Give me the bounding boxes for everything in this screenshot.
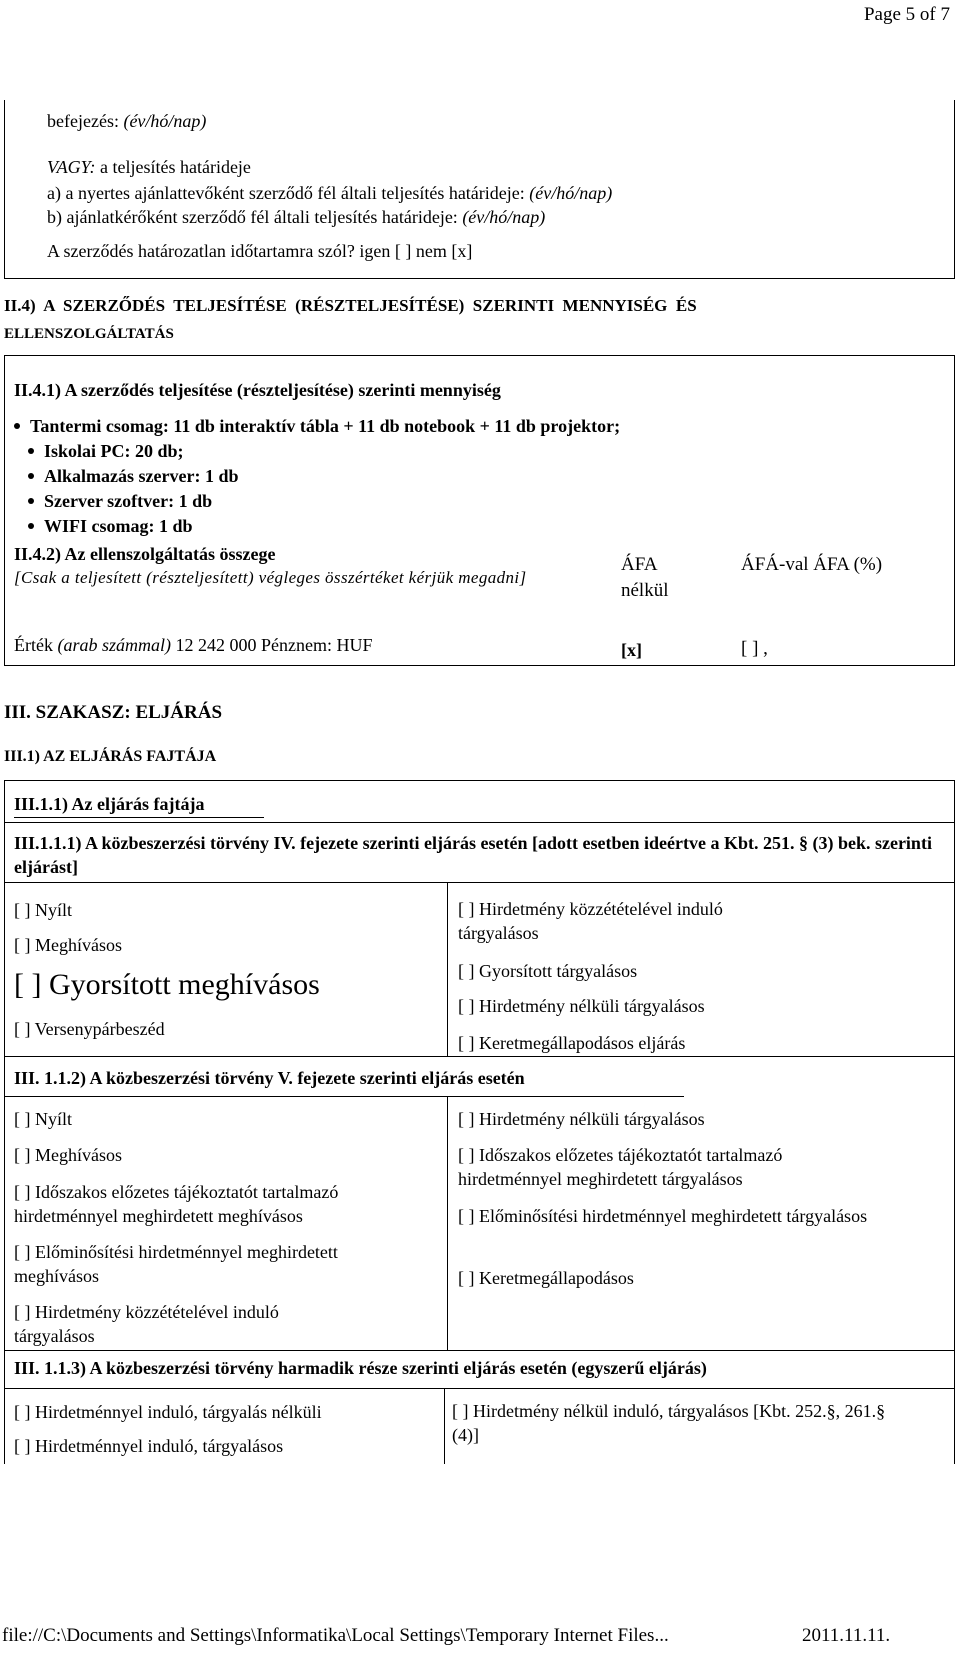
bullet-icon: [28, 498, 34, 504]
list-item: WIFI csomag: 1 db: [14, 514, 620, 539]
bullet-icon: [28, 448, 34, 454]
iii111-top-rule: [4, 822, 955, 823]
section-ii4-heading: II.4) A SZERZŐDÉS TELJESÍTÉSE (RÉSZTELJESÍTÉSE) SZERINTI MENNYISÉG ÉS ELLENSZOLGÁLTATÁS: [4, 296, 697, 342]
option-item: [ ] Hirdetmény nélkül induló, tárgyalásos [Kbt. 252.§, 261.§ (4)]: [452, 1401, 886, 1445]
deadline-a: a) a nyertes ajánlattevőként szerződő fél általi teljesítés határideje: (év/hó/nap): [47, 183, 613, 203]
option-item: [ ] Hirdetmény nélküli tárgyalásos: [458, 1109, 705, 1129]
ii4-box-bottom: [4, 665, 955, 666]
footer-path: file://C:\Documents and Settings\Informatika\Local Settings\Temporary Internet Files...: [2, 1625, 669, 1646]
ii41-title: II.4.1) A szerződés teljesítése (részteljesítése) szerinti mennyiség: [14, 380, 501, 400]
footer-date: 2011.11.11.: [802, 1625, 891, 1646]
option-item: [ ] Versenypárbeszéd: [14, 1019, 165, 1039]
option-item: [ ] Meghívásos: [14, 1145, 122, 1165]
col-afa-val: ÁFÁ-val ÁFA (%): [741, 554, 883, 575]
option-item: [ ] Keretmegállapodásos eljárás: [458, 1033, 686, 1053]
option-item: [ ] Időszakos előzetes tájékoztatót tartalmazó hirdetménnyel meghirdetett meghívásos: [14, 1182, 339, 1226]
col-afa-nelkul: ÁFA nélkül: [621, 554, 669, 601]
option-item: [ ] Hirdetménnyel induló, tárgyalás nélküli: [14, 1402, 322, 1422]
option-item: [ ] Hirdetmény közzétételével induló tárgyalásos: [14, 1302, 279, 1346]
top-box-right-border: [954, 100, 955, 278]
option-item: [ ] Időszakos előzetes tájékoztatót tartalmazó hirdetménnyel meghirdetett tárgyalásos: [458, 1145, 783, 1189]
iii113-title: III. 1.1.3) A közbeszerzési törvény harmadik része szerinti eljárás esetén (egyszerű eljárás): [14, 1358, 707, 1378]
option-item: [ ] Nyílt: [14, 900, 72, 920]
option-item: [ ] Előminősítési hirdetménnyel meghirdetett tárgyalásos: [458, 1206, 868, 1226]
iii-box-top: [4, 780, 955, 781]
ii4-box-top: [4, 355, 955, 356]
indefinite-question: A szerződés határozatlan időtartamra szól? igen [ ] nem [x]: [47, 241, 473, 261]
option-item: [ ] Hirdetménnyel induló, tárgyalásos: [14, 1436, 284, 1456]
option-item: [ ] Gyorsított meghívásos: [14, 968, 320, 1001]
completion-date: befejezés: (év/hó/nap): [47, 111, 207, 131]
mark-afa-nelkul: [x]: [621, 640, 642, 660]
top-box-bottom-border: [4, 278, 955, 279]
list-item: Alkalmazás szerver: 1 db: [14, 464, 620, 489]
iv-column-divider: [447, 882, 448, 1056]
option-item: [ ] Gyorsított tárgyalásos: [458, 961, 638, 981]
iii113-top-rule: [4, 1350, 955, 1351]
ii4-box-left: [4, 355, 5, 666]
iii111-bottom-rule: [4, 882, 955, 883]
iii112-bottom-rule: [4, 1096, 684, 1097]
mark-afa-val: [ ] ,: [741, 638, 768, 659]
iii112-top-rule: [4, 1056, 955, 1057]
option-item: [ ] Nyílt: [14, 1109, 72, 1129]
list-item: Tantermi csomag: 11 db interaktív tábla + 11 db notebook + 11 db projektor;: [14, 414, 620, 439]
iii112-title: III. 1.1.2) A közbeszerzési törvény V. fejezete szerinti eljárás esetén: [14, 1068, 525, 1088]
v-column-divider: [447, 1096, 448, 1350]
option-item: [ ] Hirdetmény nélküli tárgyalásos: [458, 996, 705, 1016]
iii11-title: III.1.1) Az eljárás fajtája: [14, 794, 264, 818]
iii111-title: III.1.1.1) A közbeszerzési törvény IV. fejezete szerinti eljárás esetén [adott esetben ideértve a Kbt. 251. § (3) bek. szerinti eljárást]: [14, 833, 932, 877]
quantity-list: [14, 414, 620, 539]
h-column-divider: [444, 1388, 445, 1464]
iii113-bottom-rule: [4, 1388, 955, 1389]
value-line: Érték (arab számmal) 12 242 000 Pénznem: HUF: [14, 635, 373, 655]
option-item: [ ] Hirdetmény közzétételével induló tárgyalásos: [458, 899, 723, 943]
bullet-icon: [28, 473, 34, 479]
list-item: Szerver szoftver: 1 db: [14, 489, 620, 514]
ii42-note: [Csak a teljesített (részteljesített) végleges összértéket kérjük megadni]: [14, 568, 527, 587]
ii4-box-right: [954, 355, 955, 666]
deadline-b: b) ajánlatkérőként szerződő fél általi teljesítés határideje: (év/hó/nap): [47, 207, 546, 227]
option-item: [ ] Keretmegállapodásos: [458, 1268, 634, 1288]
list-item: Iskolai PC: 20 db;: [14, 439, 620, 464]
vagy-line: VAGY: a teljesítés határideje: [47, 157, 251, 177]
bullet-icon: [28, 523, 34, 529]
page-number: Page 5 of 7: [863, 4, 950, 25]
ii42-title: II.4.2) Az ellenszolgáltatás összege: [14, 544, 276, 564]
bullet-icon: [14, 423, 20, 429]
top-box-left-border: [4, 100, 5, 278]
option-item: [ ] Meghívásos: [14, 935, 122, 955]
option-item: [ ] Előminősítési hirdetménnyel meghirdetett meghívásos: [14, 1242, 338, 1286]
section-iii-title: III. SZAKASZ: ELJÁRÁS: [4, 702, 223, 723]
section-iii1-title: III.1) AZ ELJÁRÁS FAJTÁJA: [4, 748, 217, 765]
